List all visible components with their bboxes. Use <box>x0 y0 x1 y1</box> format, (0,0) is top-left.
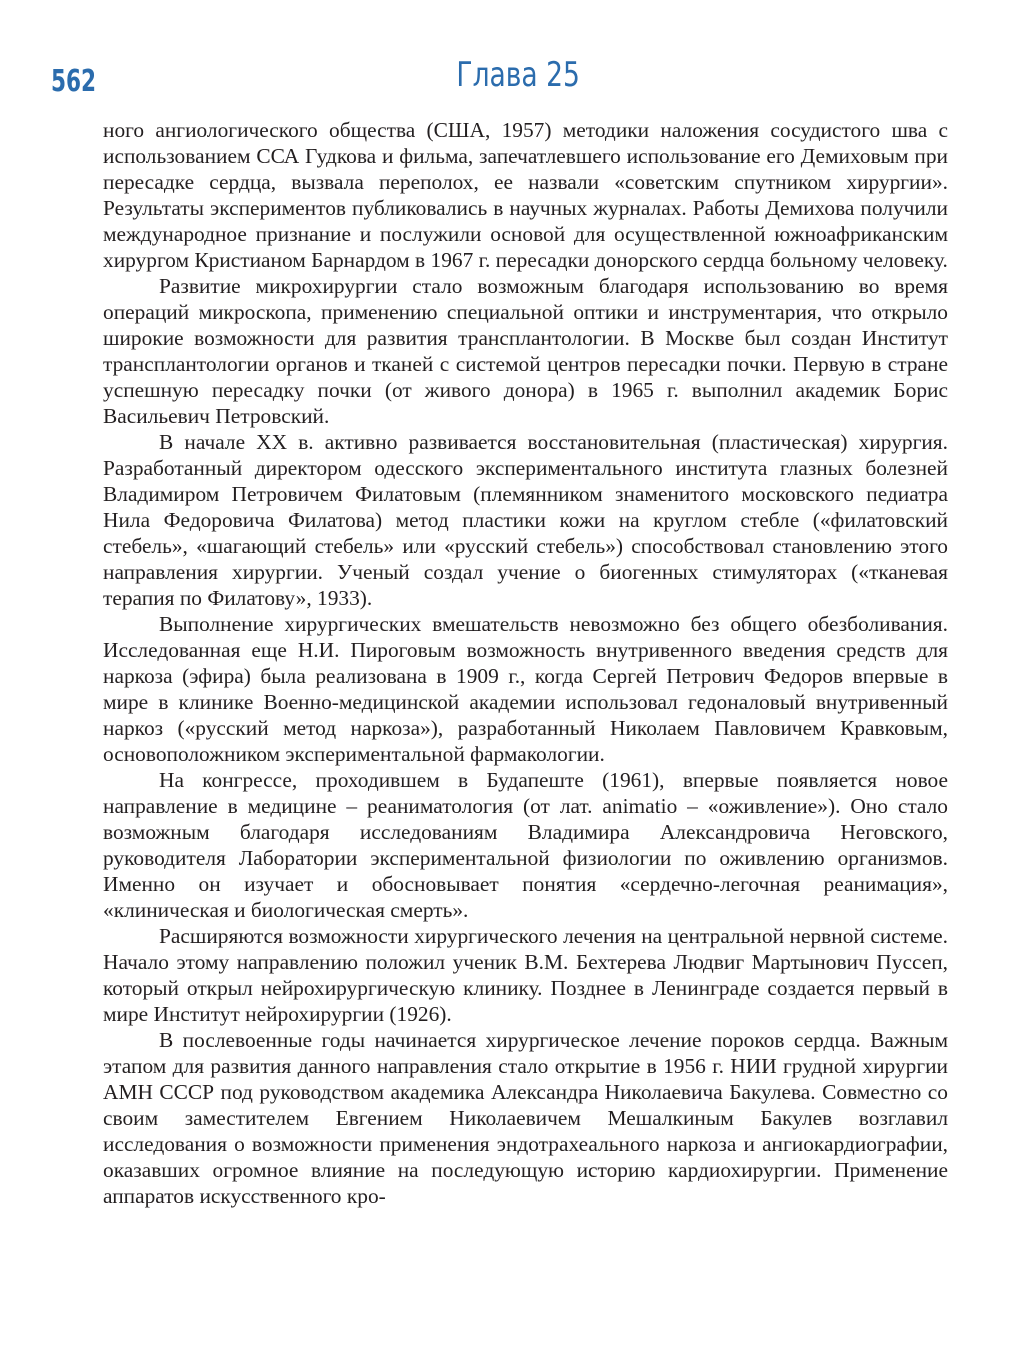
paragraph: В начале XX в. активно развивается восстановительная (пластическая) хирургия. Разработанный директором одесского экспериментального института глазных болезней Владимиром Петровичем Филатовым (племянником знаменитого московского педиатра Нила Федоровича Филатова) метод пластики кожи на круглом стебле («филатовский стебель», «шагающий стебель» или «русский стебель») способствовал становлению этого направления хирургии. Ученый создал учение о биогенных стимуляторах («тканевая терапия по Филатову», 1933). <box>103 430 948 610</box>
page-number: 562 <box>51 64 97 99</box>
chapter-title-text: Глава 25 <box>456 55 580 95</box>
body-text <box>103 117 948 1209</box>
paragraph: На конгрессе, проходившем в Будапеште (1961), впервые появляется новое направление в медицине – реаниматология (от лат. animatio – «оживление»). Оно стало возможным благодаря исследованиям Владимира Александровича Неговского, руководителя Лаборатории экспериментальной физиологии по оживлению организмов. Именно он изучает и обосновывает понятия «сердечно-легочная реанимация», «клиническая и биологическая смерть». <box>103 768 948 922</box>
chapter-title <box>0 53 1036 97</box>
paragraph: Расширяются возможности хирургического лечения на центральной нервной системе. Начало этому направлению положил ученик В.М. Бехтерева Людвиг Мартынович Пуссеп, который открыл нейрохирургическую клинику. Позднее в Ленинграде создается первый в мире Институт нейрохирургии (1926). <box>103 924 948 1026</box>
paragraph: Развитие микрохирургии стало возможным благодаря использованию во время операций микроскопа, применению специальной оптики и инструментария, что открыло широкие возможности для развития трансплантологии. В Москве был создан Институт трансплантологии органов и тканей с системой центров пересадки почки. Первую в стране успешную пересадку почки (от живого донора) в 1965 г. выполнил академик Борис Васильевич Петровский. <box>103 274 948 428</box>
paragraph: ного ангиологического общества (США, 1957) методики наложения сосудистого шва с использованием ССА Гудкова и фильма, запечатлевшего использование его Демиховым при пересадке сердца, вызвала переполох, ее назвали «советским спутником хирургии». Результаты экспериментов публиковались в научных журналах. Работы Демихова получили международное признание и послужили основой для осуществленной южноафриканским хирургом Кристианом Барнардом в 1967 г. пересадки донорского сердца больному человеку. <box>103 118 948 272</box>
paragraph: Выполнение хирургических вмешательств невозможно без общего обезболивания. Исследованная еще Н.И. Пироговым возможность внутривенного введения средств для наркоза (эфира) была реализована в 1909 г., когда Сергей Петрович Федоров впервые в мире в клинике Военно-медицинской академии использовал гедоналовый внутривенный наркоз («русский метод наркоза»), разработанный Николаем Павловичем Кравковым, основоположником экспериментальной фармакологии. <box>103 612 948 766</box>
paragraph: В послевоенные годы начинается хирургическое лечение пороков сердца. Важным этапом для развития данного направления стало открытие в 1956 г. НИИ грудной хирургии АМН СССР под руководством академика Александра Николаевича Бакулева. Совместно со своим заместителем Евгением Николаевичем Мешалкиным Бакулев возглавил исследования о возможности применения эндотрахеального наркоза и ангиокардиографии, оказавших огромное влияние на последующую историю кардиохирургии. Применение аппаратов искусственного кро- <box>103 1028 948 1208</box>
